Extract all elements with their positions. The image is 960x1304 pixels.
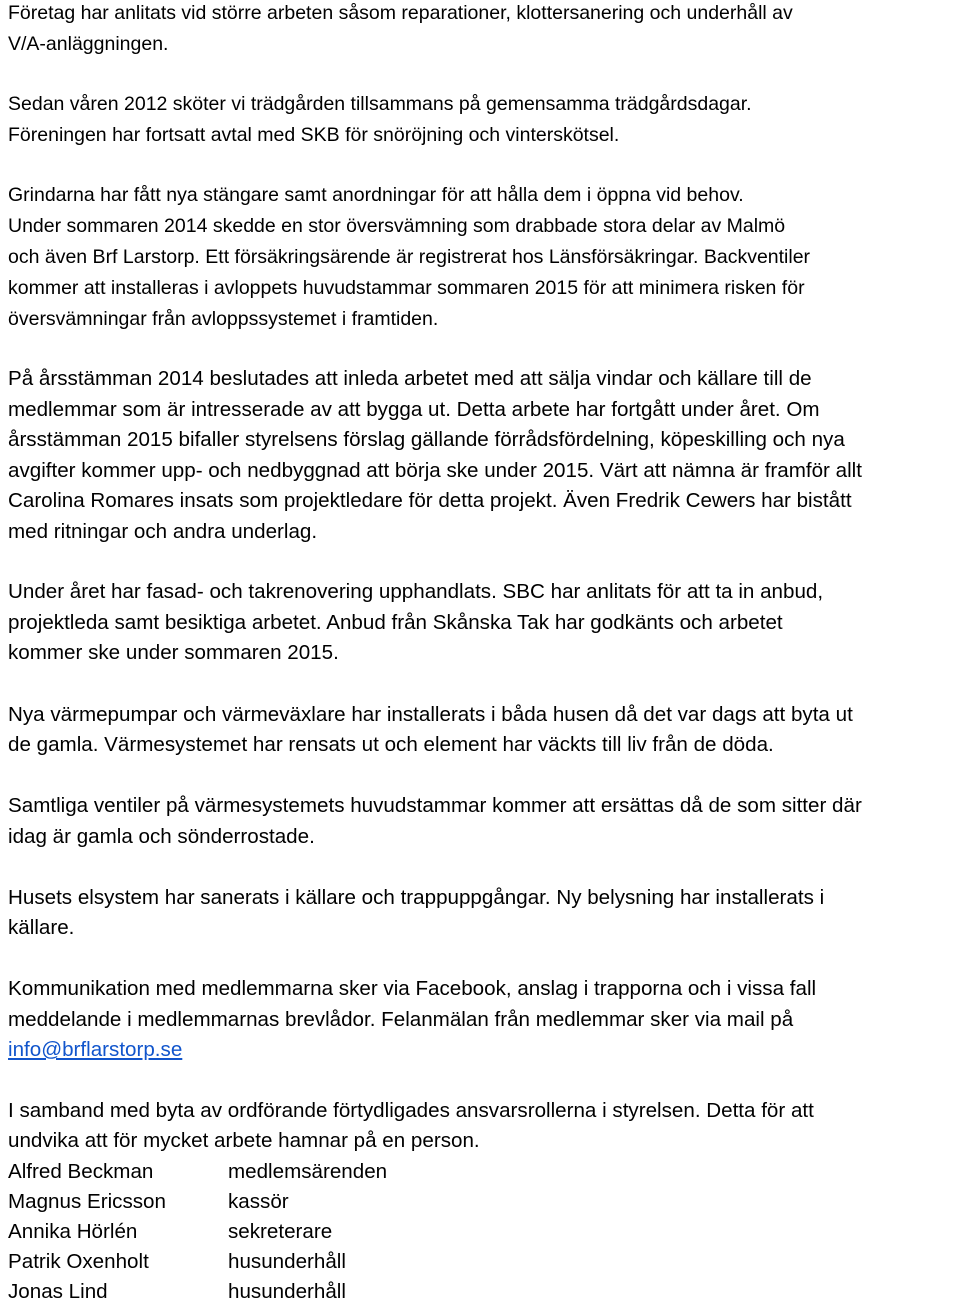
paragraph-line: Under året har fasad- och takrenovering upphandlats. SBC har anlitats för att ta in anbud, [8,580,824,603]
member-role: sekreterare [228,1220,333,1243]
member-name: Alfred Beckman [8,1160,154,1183]
paragraph-line: källare. [8,916,75,939]
member-role: medlemsärenden [228,1160,388,1183]
paragraph-line: Carolina Romares insats som projektledare för detta projekt. Även Fredrik Cewers har bistått [8,489,852,512]
paragraph-line: Grindarna har fått nya stängare samt anordningar för att hålla dem i öppna vid behov. [8,184,744,206]
paragraph-line: Samtliga ventiler på värmesystemets huvudstammar kommer att ersättas då de som sitter där [8,794,862,817]
paragraph-line: Sedan våren 2012 sköter vi trädgården tillsammans på gemensamma trädgårdsdagar. [8,93,752,115]
paragraph-line: kommer ske under sommaren 2015. [8,641,339,664]
member-role: kassör [228,1190,289,1213]
paragraph-line: Kommunikation med medlemmarna sker via Facebook, anslag i trapporna och i vissa fall [8,977,817,1000]
paragraph-line: idag är gamla och sönderrostade. [8,825,315,848]
paragraph-line: Nya värmepumpar och värmeväxlare har installerats i båda husen då det var dags att byta ut [8,703,853,726]
paragraph-line: undvika att för mycket arbete hamnar på en person. [8,1129,480,1152]
paragraph-line: och även Brf Larstorp. Ett försäkringsärende är registrerat hos Länsförsäkringar. Backventiler [8,246,811,268]
paragraph-line: de gamla. Värmesystemet har rensats ut och element har väckts till liv från de döda. [8,733,774,756]
paragraph-line: projektleda samt besiktiga arbetet. Anbud från Skånska Tak har godkänts och arbetet [8,611,783,634]
member-role: husunderhåll [228,1280,346,1303]
paragraph-line: Husets elsystem har sanerats i källare och trappuppgångar. Ny belysning har installerats i [8,886,825,909]
paragraph-line: På årsstämman 2014 beslutades att inleda arbetet med att sälja vindar och källare till de [8,367,812,390]
paragraph-line: avgifter kommer upp- och nedbyggnad att börja ske under 2015. Värt att nämna är framför allt [8,459,862,482]
paragraph-line: meddelande i medlemmarnas brevlådor. Felanmälan från medlemmar sker via mail på [8,1008,794,1031]
paragraph-line: Föreningen har fortsatt avtal med SKB för snöröjning och vinterskötsel. [8,124,620,146]
member-name: Magnus Ericsson [8,1190,166,1213]
paragraph-line: Företag har anlitats vid större arbeten såsom reparationer, klottersanering och underhåll av [8,2,793,24]
member-name: Jonas Lind [8,1280,108,1303]
paragraph-line: kommer att installeras i avloppets huvudstammar sommaren 2015 för att minimera risken för [8,277,805,299]
paragraph-line: Under sommaren 2014 skedde en stor översvämning som drabbade stora delar av Malmö [8,215,786,237]
member-name: Patrik Oxenholt [8,1250,149,1273]
paragraph-line: medlemmar som är intresserade av att bygga ut. Detta arbete har fortgått under året. Om [8,398,820,421]
paragraph-line: V/A-anläggningen. [8,33,169,55]
member-name: Annika Hörlén [8,1220,138,1243]
paragraph-line: årsstämman 2015 bifaller styrelsens förslag gällande förrådsfördelning, köpeskilling och nya [8,428,845,451]
paragraph-line: I samband med byta av ordförande förtydligades ansvarsrollerna i styrelsen. Detta för att [8,1099,814,1122]
paragraph-line: översvämningar från avloppssystemet i framtiden. [8,308,439,330]
email-link[interactable]: info@brflarstorp.se [8,1038,183,1061]
paragraph-line: med ritningar och andra underlag. [8,520,318,543]
member-role: husunderhåll [228,1250,346,1273]
